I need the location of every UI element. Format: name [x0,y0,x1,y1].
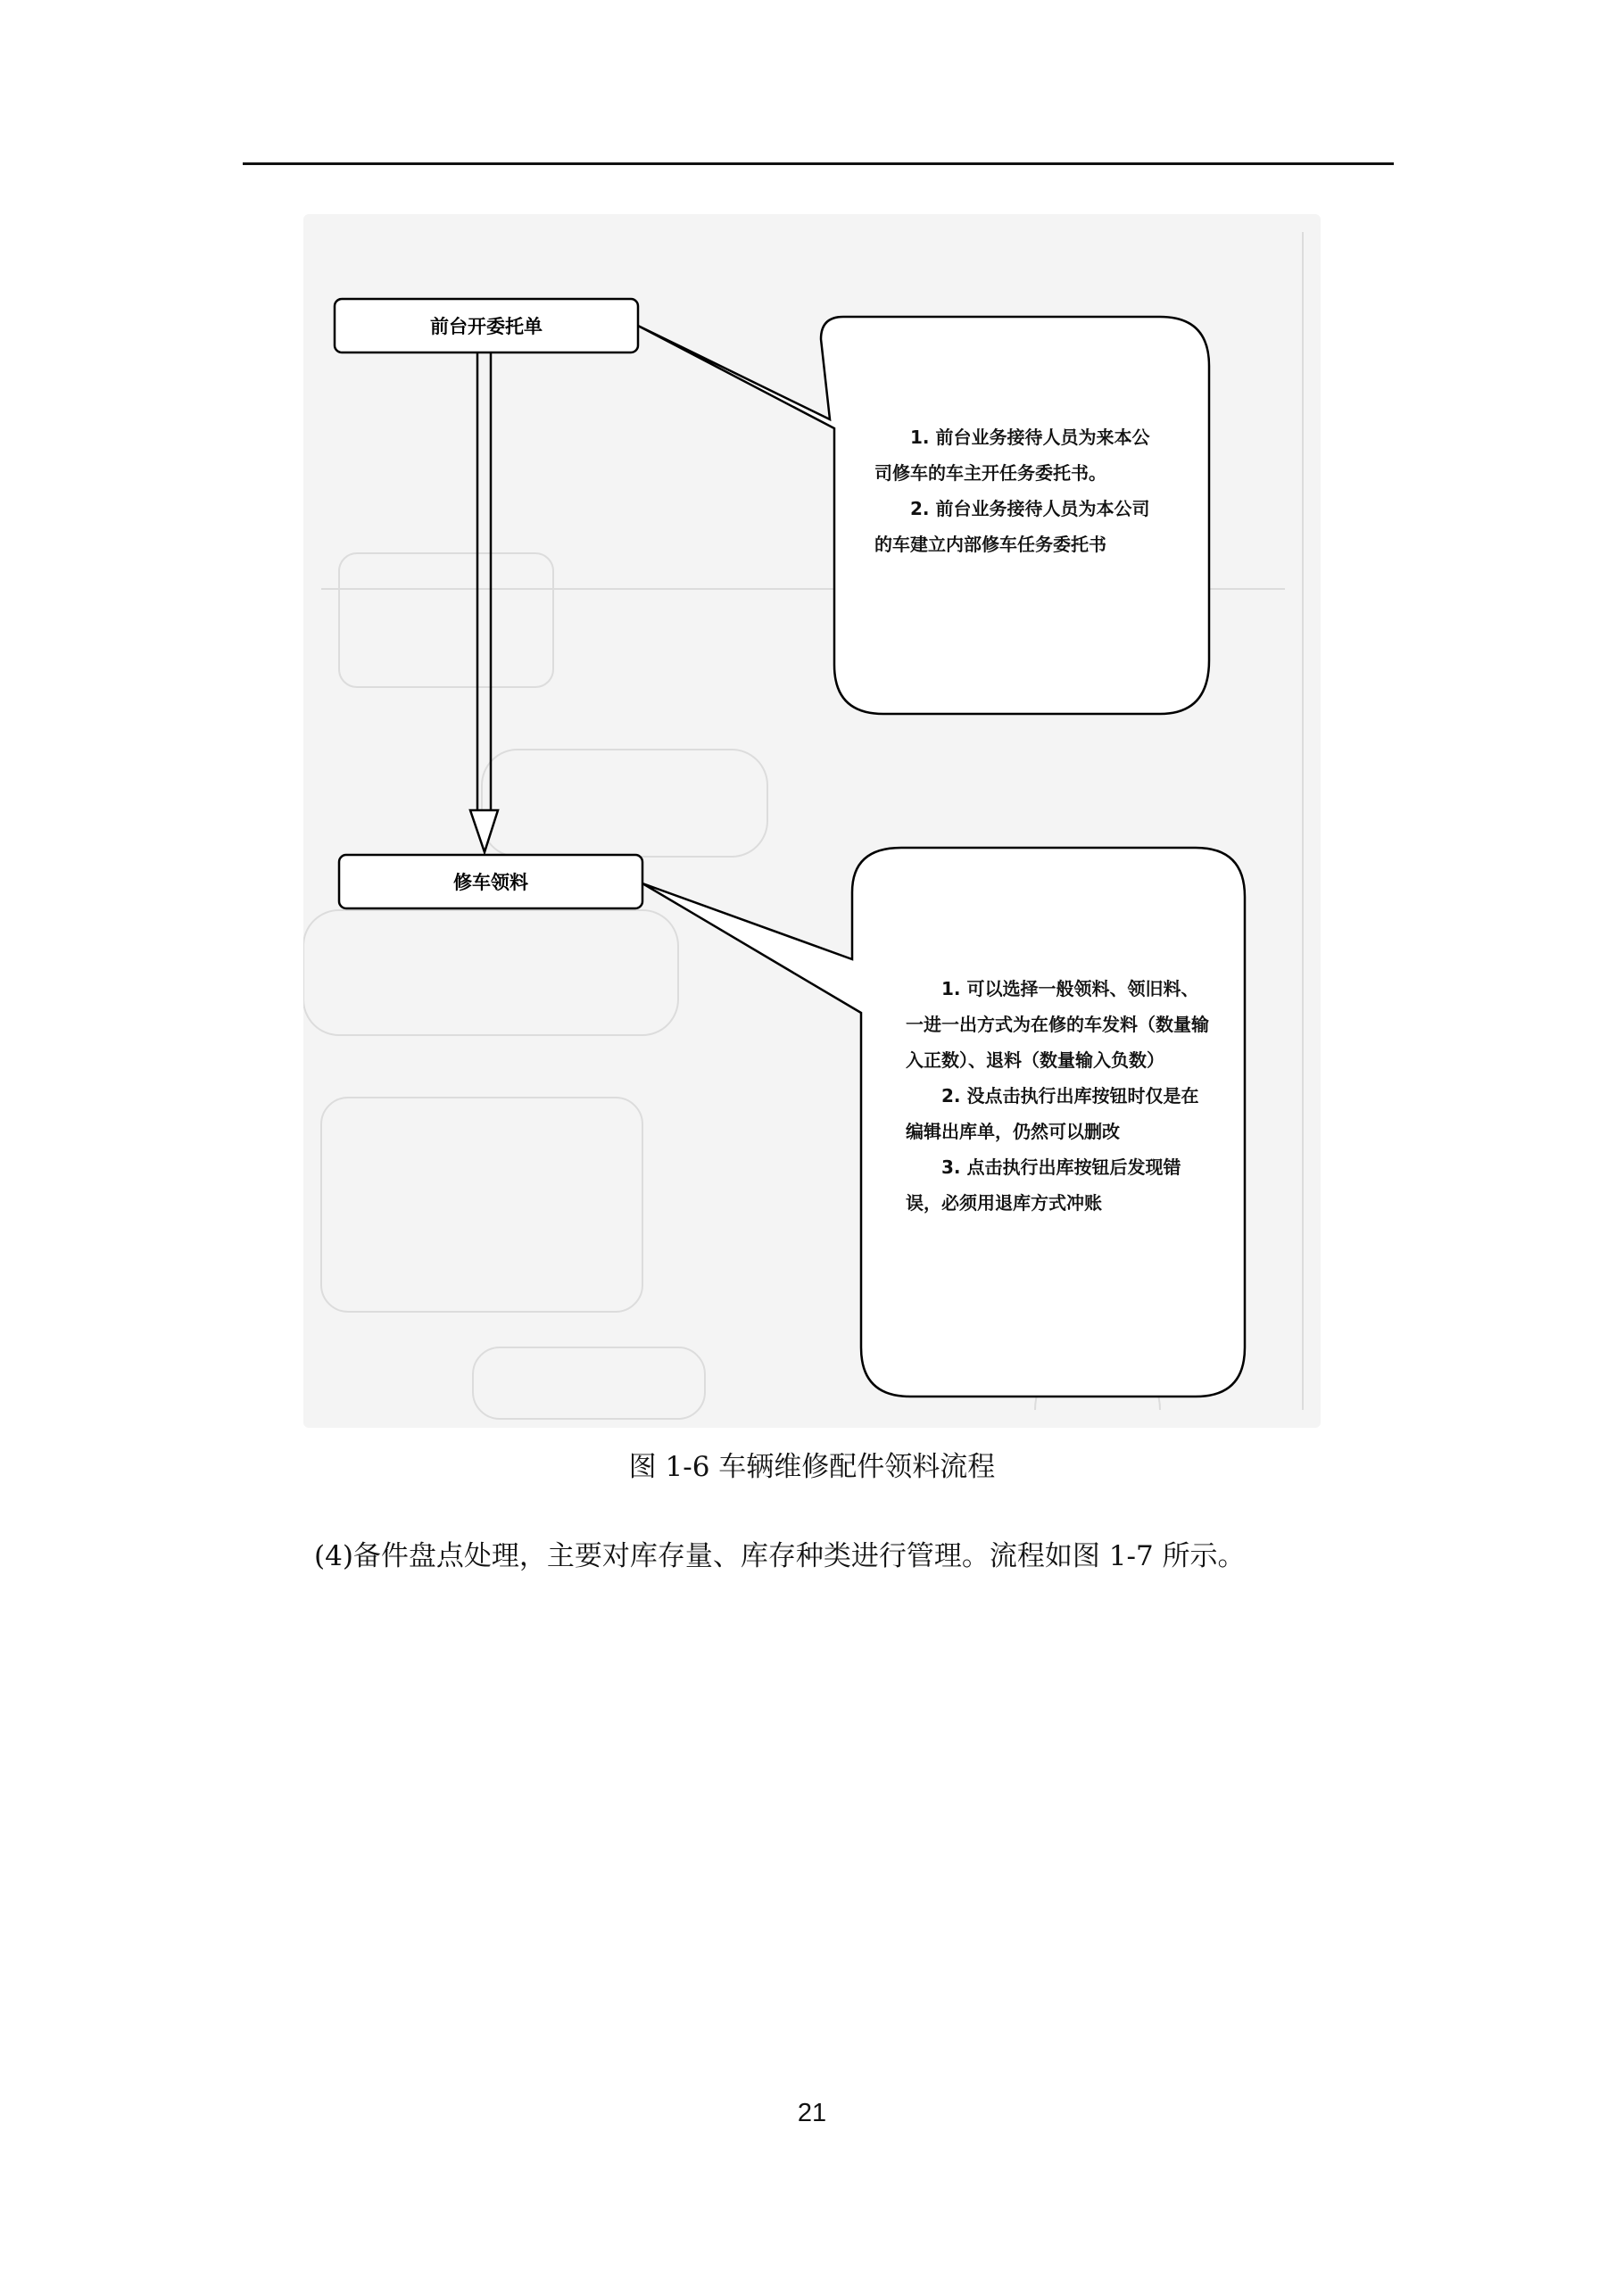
flow-arrow [470,352,498,852]
callout-1-item: 2. 前台业务接待人员为本公司的车建立内部修车任务委托书 [874,498,1150,555]
page-number: 21 [797,2099,827,2127]
callout-2-item: 2. 没点击执行出库按钮时仅是在编辑出库单，仍然可以删改 [906,1085,1199,1142]
header-rule [243,162,1394,165]
callout-1-item: 1. 前台业务接待人员为来本公司修车的车主开任务委托书。 [874,427,1150,484]
node-parts-requisition-label: 修车领料 [453,872,528,893]
body-paragraph: (4)备件盘点处理，主要对库存量、库存种类进行管理。流程如图 1-7 所示。 [314,1540,1246,1572]
node-front-desk-label: 前台开委托单 [430,316,543,337]
callout-2-item: 3. 点击执行出库按钮后发现错误，必须用退库方式冲账 [906,1156,1181,1214]
callout-2-item: 1. 可以选择一般领料、领旧料、一进一出方式为在修的车发料（数量输入正数）、退料（数量输入负数） [906,978,1209,1071]
callout-1-text [874,419,1160,562]
flowchart-figure [303,214,1321,1428]
figure-caption: 图 1-6 车辆维修配件领料流程 [628,1451,996,1483]
callout-2-text [906,971,1214,1221]
flowchart-drawing [303,214,1321,1428]
